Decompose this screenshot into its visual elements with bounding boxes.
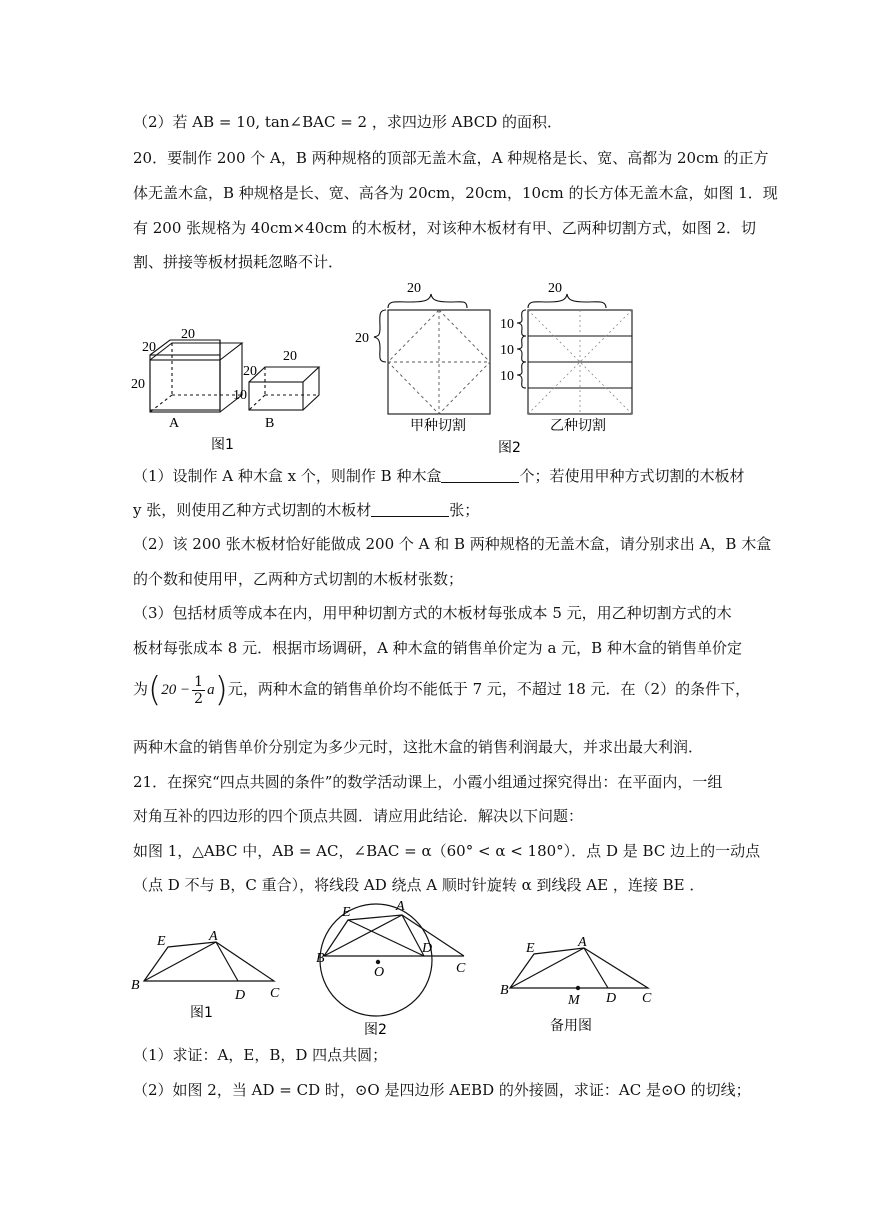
q21-line2: 对角互补的四边形的四个顶点共圆．请应用此结论．解决以下问题： <box>133 807 584 825</box>
fig2-label-o: O <box>374 965 385 980</box>
q20-part3-pre: 为 <box>133 680 149 698</box>
fig1-label-b: B <box>131 978 140 993</box>
fig3-label-c: C <box>642 991 652 1006</box>
fig2-label-b: B <box>316 951 325 966</box>
q21-part2: （2）如图 2，当 AD = CD 时，⊙O 是四边形 AEBD 的外接圆，求证：AC 是⊙O 的切线； <box>133 1081 751 1099</box>
q20-fig2-caption: 图2 <box>498 440 521 456</box>
q20-part1-line2 <box>133 500 479 520</box>
q21-figure1 <box>128 925 298 1025</box>
q21-line3: 如图 1，△ABC 中，AB = AC，∠BAC = α（60° < α < 180°）．点 D 是 BC 边上的一动点 <box>133 842 761 860</box>
fig3-label-m: M <box>568 993 580 1008</box>
yi-row2-label: 10 <box>500 343 514 358</box>
q20-part3-line1: （3）包括材质等成本在内，用甲种切割方式的木板材每张成本 5 元，用乙种切割方式的木 <box>133 604 732 622</box>
q20-part1-c: y 张，则使用乙种方式切割的木板材 <box>133 501 372 519</box>
q20-line1: 20．要制作 200 个 A，B 两种规格的顶部无盖木盒，A 种规格是长、宽、高都为 20cm 的正方 <box>133 149 769 167</box>
q20-part3-line3: 为(20 − $\frac{1}{2}$ a)元，两种木盒的销售单价均不能低于 7 元，不超过 18 元．在（2）的条件下， <box>133 670 751 710</box>
price-expr-constant: 20 − <box>161 682 191 698</box>
jia-left-brace <box>374 310 386 362</box>
answer-blank-yi-count[interactable] <box>371 502 449 517</box>
fig2-label-e: E <box>342 905 351 920</box>
fig1-label-d: D <box>235 988 246 1003</box>
q20-part3-line2: 板材每张成本 8 元．根据市场调研，A 种木盒的销售单价定为 a 元，B 种木盒的销售单价定 <box>133 639 742 657</box>
q21-line4: （点 D 不与 B，C 重合），将线段 AD 绕点 A 顺时针旋转 α 到线段 AE ，连接 BE ． <box>133 876 705 894</box>
fig2-label-a: A <box>396 899 405 914</box>
circumcircle-o <box>320 904 432 1016</box>
cube-height-label: 20 <box>131 377 145 392</box>
q20-part1-line1 <box>133 466 744 486</box>
yi-top-label: 20 <box>548 281 562 296</box>
jia-left-label: 20 <box>355 331 369 346</box>
q20-figure2 <box>350 278 650 458</box>
center-o-point <box>376 960 380 964</box>
q21-figure3 <box>498 932 668 1037</box>
answer-blank-b-count[interactable] <box>441 468 519 483</box>
q20-part1-d: 张； <box>449 501 480 519</box>
fig1-label-c: C <box>270 986 280 1001</box>
q21-fig3-caption: 备用图 <box>550 1018 592 1034</box>
q20-figure1 <box>125 315 335 455</box>
point-m <box>576 986 580 990</box>
q19-part2: （2）若 AB = 10, tan∠BAC = 2 ，求四边形 ABCD 的面积． <box>133 113 563 131</box>
q20-part1-a: （1）设制作 A 种木盒 x 个，则制作 B 种木盒 <box>133 467 442 485</box>
cube-a-diagram <box>150 340 220 410</box>
box-side-label: 20 <box>243 364 257 379</box>
q20-line3: 有 200 张规格为 40cm×40cm 的木板材，对该种木板材有甲、乙两种切割方式，如图 2．切 <box>133 219 757 237</box>
cube-name-a: A <box>169 416 180 431</box>
price-expr-var: a <box>207 682 215 698</box>
q21-fig2-caption: 图2 <box>364 1022 387 1038</box>
q21-figure2 <box>312 898 482 1038</box>
q20-line2: 体无盖木盒，B 种规格是长、宽、高各为 20cm，20cm，10cm 的长方体无盖木盒，如图 1．现 <box>133 184 778 202</box>
box-top-label: 20 <box>283 349 297 364</box>
q20-part2-line2: 的个数和使用甲，乙两种方式切割的木板材张数； <box>133 570 464 588</box>
cube-side-label: 20 <box>142 340 156 355</box>
q20-line4: 割、拼接等板材损耗忽略不计． <box>133 253 344 271</box>
fig3-label-d: D <box>606 991 617 1006</box>
jia-top-label: 20 <box>407 281 421 296</box>
q21-line1: 21．在探究“四点共圆的条件”的数学活动课上，小霞小组通过探究得出：在平面内，一组 <box>133 773 723 791</box>
q21-fig1-caption: 图1 <box>190 1005 213 1021</box>
q20-fig1-caption: 图1 <box>211 437 234 453</box>
q20-part2-line1: （2）该 200 张木板材恰好能做成 200 个 A 和 B 两种规格的无盖木盒，请分别求出 A，B 木盒 <box>133 535 772 553</box>
fig2-label-d: D <box>422 941 433 956</box>
fig1-label-e: E <box>157 934 166 949</box>
fig3-label-b: B <box>500 983 509 998</box>
yi-caption: 乙种切割 <box>550 418 606 434</box>
fig2-label-c: C <box>456 961 466 976</box>
fig3-label-a: A <box>578 935 587 950</box>
q20-part1-b: 个；若使用甲种方式切割的木板材 <box>519 467 745 485</box>
cube-top-label: 20 <box>181 327 195 342</box>
yi-row3-label: 10 <box>500 369 514 384</box>
jia-caption: 甲种切割 <box>410 418 466 434</box>
q20-part3-line4: 两种木盒的销售单价分别定为多少元时，这批木盒的销售利润最大，并求出最大利润． <box>133 738 704 756</box>
box-name-b: B <box>265 416 275 431</box>
yi-row1-label: 10 <box>500 317 514 332</box>
fig3-label-e: E <box>526 941 535 956</box>
fig1-label-a: A <box>209 929 218 944</box>
box-height-label: 10 <box>233 388 247 403</box>
q21-part1: （1）求证：A，E，B，D 四点共圆； <box>133 1046 388 1064</box>
jia-top-brace <box>388 294 467 308</box>
q20-part3-post: 元，两种木盒的销售单价均不能低于 7 元，不超过 18 元．在（2）的条件下， <box>227 680 751 698</box>
fraction-one-half: $\frac{1}{2}$ <box>194 673 204 707</box>
yi-top-brace <box>528 294 606 308</box>
